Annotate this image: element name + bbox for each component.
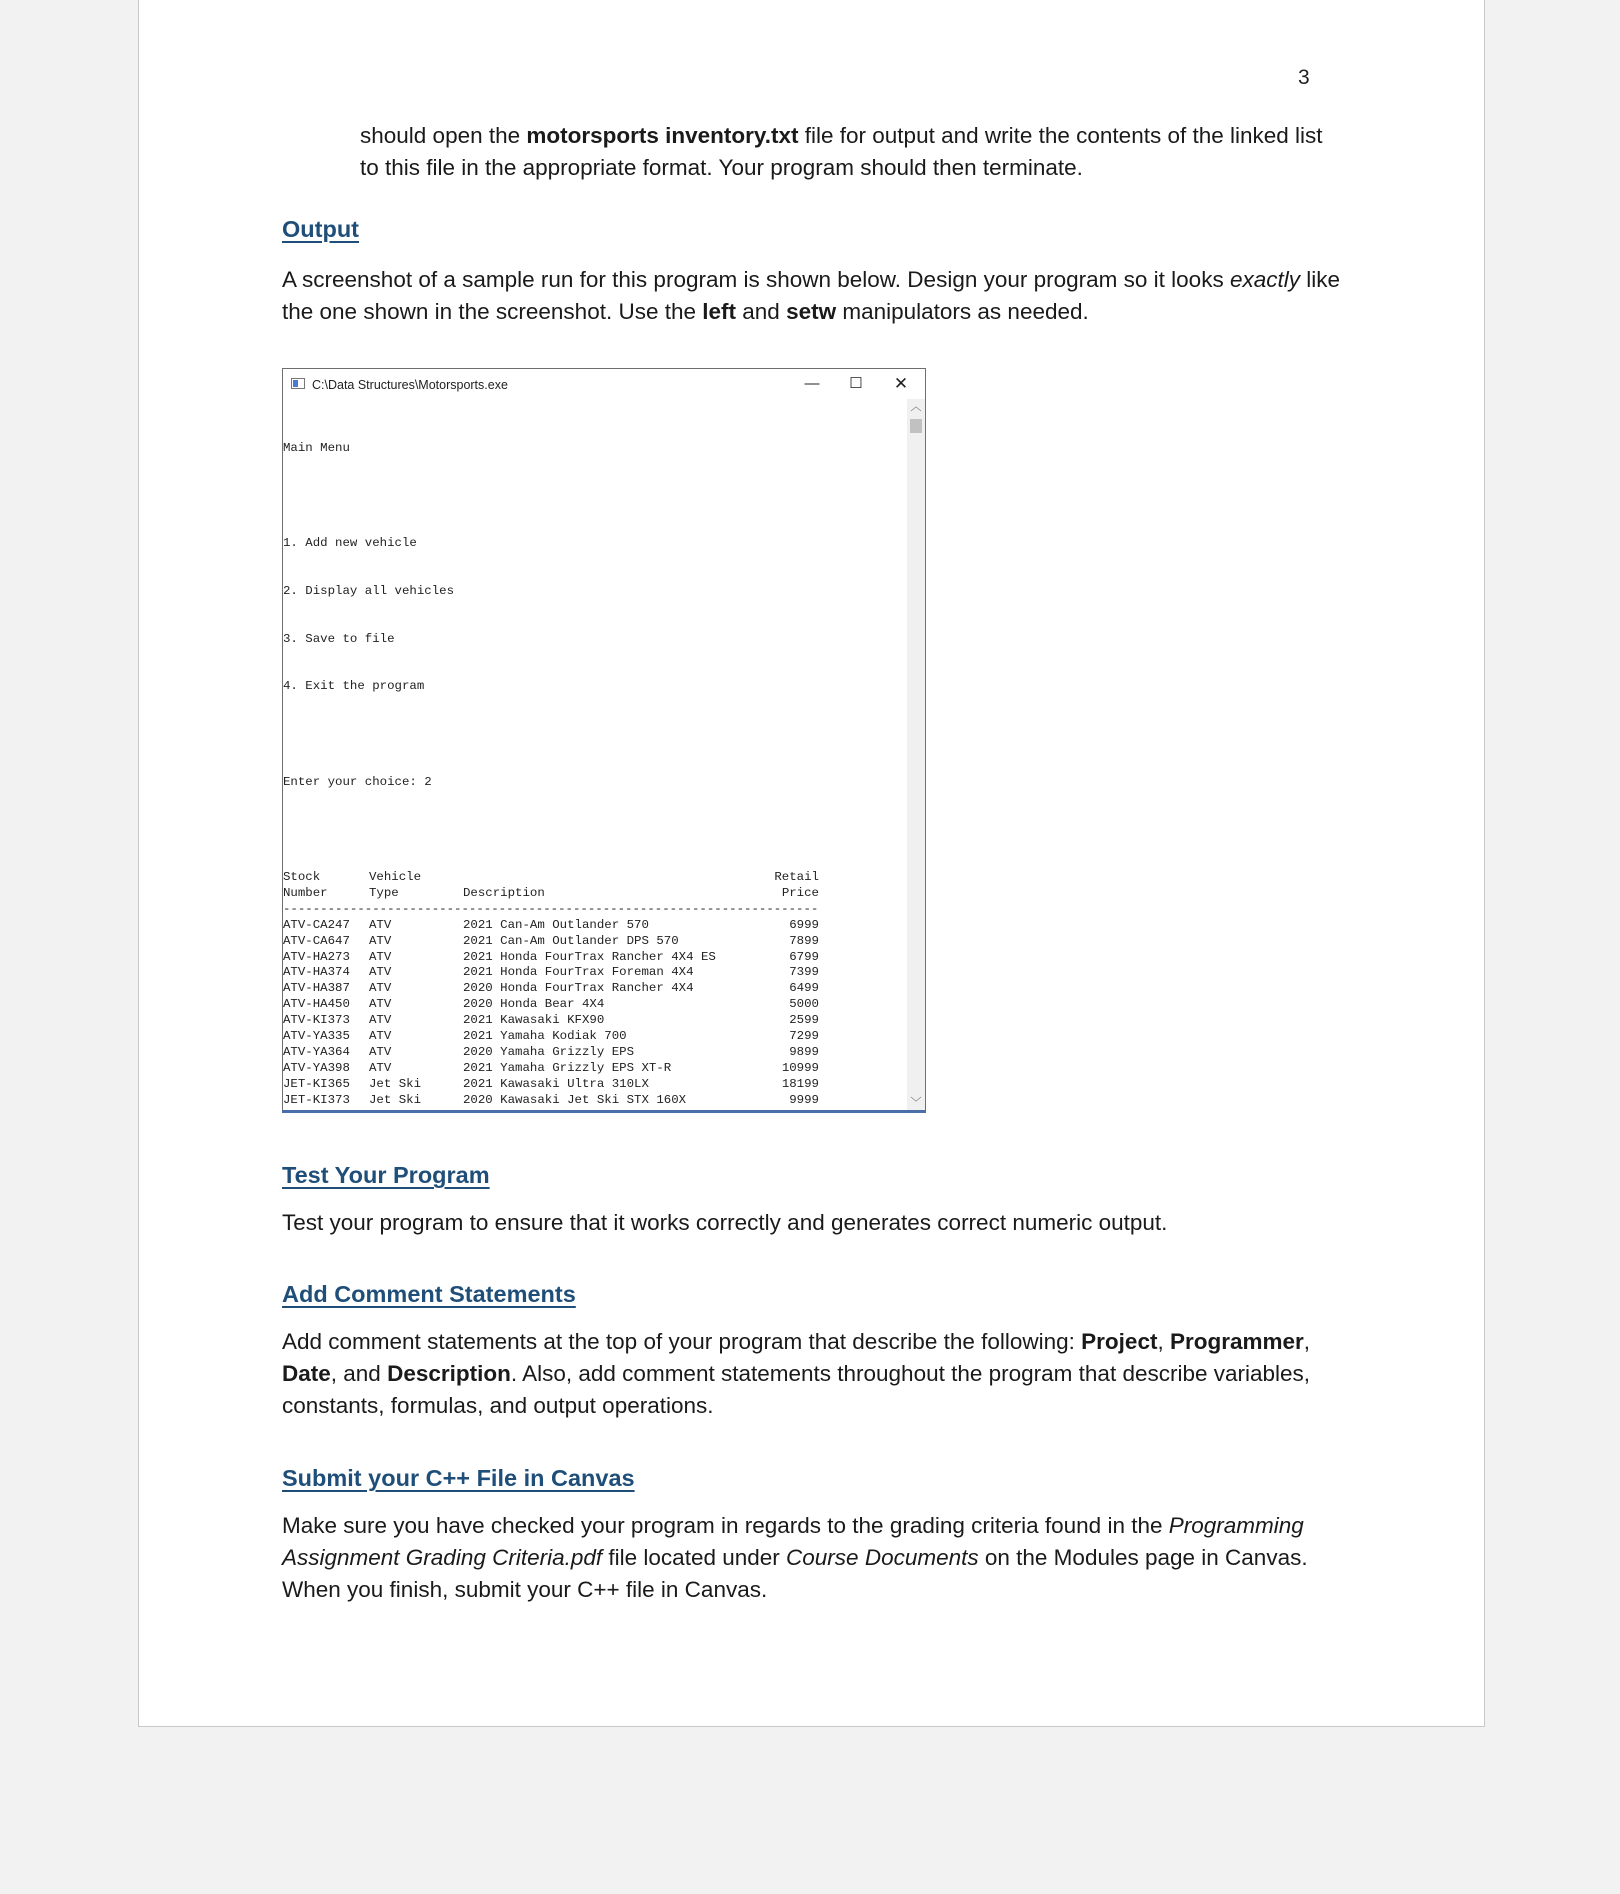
cell-stock: ATV-YA364: [283, 1044, 350, 1059]
cell-desc: 2021 Kawasaki KFX90: [463, 1013, 605, 1028]
bold-description: Description: [387, 1361, 511, 1386]
cell-stock: ATV-YA335: [283, 1029, 350, 1044]
cell-price: 5000: [789, 997, 819, 1012]
cell-stock: Stock: [283, 870, 321, 885]
test-paragraph: Test your program to ensure that it works correctly and generates correct numeric output.: [282, 1210, 1168, 1235]
cell-stock: Number: [283, 886, 328, 901]
table-row: [283, 1013, 907, 1029]
minimize-icon[interactable]: —: [804, 375, 820, 392]
cell-stock: JET-KI373: [283, 1092, 350, 1107]
menu-item: 4. Exit the program: [283, 679, 425, 694]
cell-desc: 2021 Can-Am Outlander DPS 570: [463, 933, 679, 948]
cell-stock: ATV-HA387: [283, 981, 350, 996]
page-number: 3: [1298, 66, 1310, 89]
cell-price: 7399: [789, 965, 819, 980]
submit-heading: Submit your C++ File in Canvas: [282, 1465, 635, 1491]
output-bold-left: left: [702, 299, 737, 324]
bold-programmer: Programmer: [1169, 1329, 1304, 1354]
menu-title: Main Menu: [283, 440, 350, 455]
table-row: [283, 965, 907, 981]
cell-price: 6499: [789, 981, 819, 996]
cell-stock: ATV-HA374: [283, 965, 350, 980]
intro-paragraph: [360, 120, 1340, 184]
cell-desc: Description: [463, 886, 545, 901]
cell-price: 6999: [789, 917, 819, 932]
cell-price: 7299: [789, 1029, 819, 1044]
scroll-thumb[interactable]: [910, 419, 922, 433]
intro-text-2: file for output and write the contents of the linked list to this file in the appropriate format. Your program should then terminate.: [360, 123, 1323, 180]
table-row: [283, 997, 907, 1013]
cell-stock: ATV-YA398: [283, 1060, 350, 1075]
cell-type: Vehicle: [369, 870, 422, 885]
table-row: [283, 1061, 907, 1077]
output-bold-setw: setw: [786, 299, 837, 324]
cell-price: 7899: [789, 933, 819, 948]
output-heading: Output: [282, 216, 359, 242]
table-row: [283, 1045, 907, 1061]
cell-price: 18199: [781, 1076, 819, 1091]
scroll-up-icon[interactable]: ︿: [910, 401, 922, 413]
output-italic-exactly: exactly: [1229, 267, 1300, 292]
filename-bold: motorsports inventory.txt: [526, 123, 799, 148]
window-bottom-border: [282, 1110, 926, 1113]
output-paragraph: [282, 264, 1342, 328]
vehicle-table: [283, 870, 907, 1109]
cell-desc: 2021 Honda FourTrax Foreman 4X4: [463, 965, 694, 980]
cell-desc: 2020 Honda FourTrax Rancher 4X4: [463, 981, 694, 996]
bold-date: Date: [282, 1361, 331, 1386]
output-text-3: and: [736, 299, 787, 324]
divider-line: ------------------------------------------------------------------------: [283, 901, 819, 916]
cell-desc: 2020 Kawasaki Jet Ski STX 160X: [463, 1092, 687, 1107]
cell-stock: [283, 1109, 350, 1110]
cell-stock: ATV-HA273: [283, 949, 350, 964]
cell-desc: 2020 Yamaha Grizzly EPS: [463, 1044, 635, 1059]
cell-type: Jet Ski: [369, 1076, 422, 1091]
cell-stock: ATV-CA647: [283, 933, 350, 948]
cell-price: Retail: [774, 870, 819, 885]
cell-stock: ATV-CA247: [283, 917, 350, 932]
submit-text-1: Make sure you have checked your program in regards to the grading criteria found in the: [282, 1513, 1169, 1538]
cell-price: 9899: [789, 1044, 819, 1059]
console-app-icon: [291, 378, 305, 389]
cell-type: ATV: [369, 981, 392, 996]
table-row: [283, 1029, 907, 1045]
console-output: [283, 409, 907, 1109]
cell-price: 6799: [789, 949, 819, 964]
console-scrollbar[interactable]: [907, 399, 925, 1111]
cell-desc: 2021 Yamaha Kodiak 700: [463, 1029, 627, 1044]
submit-italic-criteria: Programming Assignment Grading Criteria.pdf: [282, 1513, 1304, 1570]
console-title: C:\Data Structures\Motorsports.exe: [312, 378, 508, 392]
comments-heading: Add Comment Statements: [282, 1281, 576, 1307]
table-header-row: [283, 870, 907, 886]
cell-type: ATV: [369, 917, 392, 932]
bold-project: Project: [1081, 1329, 1158, 1354]
table-row: [283, 950, 907, 966]
maximize-icon[interactable]: ☐: [849, 375, 863, 392]
output-text-4: manipulators as needed.: [836, 299, 1089, 324]
comments-text-4: , and: [330, 1361, 388, 1386]
cell-type: Type: [369, 886, 399, 901]
menu-item: 3. Save to file: [283, 631, 395, 646]
comments-text-5: . Also, add comment statements throughout the program that describe variables, constants, formulas, and output operations.: [282, 1361, 1311, 1418]
cell-type: ATV: [369, 949, 392, 964]
table-header-row: [283, 886, 907, 902]
comments-paragraph: [282, 1326, 1342, 1422]
menu-item: 1. Add new vehicle: [283, 536, 417, 551]
scroll-down-icon[interactable]: ﹀: [910, 1097, 922, 1109]
table-row: [283, 1109, 907, 1110]
comments-text-1: Add comment statements at the top of your program that describe the following:: [282, 1329, 1082, 1354]
cell-price: [723, 1109, 819, 1110]
close-icon[interactable]: ✕: [893, 374, 909, 393]
cell-type: ATV: [369, 965, 392, 980]
submit-paragraph: [282, 1510, 1342, 1606]
cell-desc: 2021 Kawasaki Ultra 310LX: [463, 1076, 649, 1091]
cell-desc: 2020 Honda Bear 4X4: [463, 997, 605, 1012]
submit-text-3: on the Modules page in Canvas. When you finish, submit your C++ file in Canvas.: [282, 1545, 1308, 1602]
cell-desc: 2021 Honda FourTrax Rancher 4X4 ES: [463, 949, 716, 964]
cell-desc: 2021 Can-Am Outlander 570: [463, 917, 649, 932]
menu-item: 2. Display all vehicles: [283, 583, 455, 598]
submit-text-2: file located under: [602, 1545, 787, 1570]
cell-desc: 2021 Yamaha Grizzly EPS XT-R: [463, 1060, 672, 1075]
cell-desc: [463, 1109, 701, 1110]
cell-price: 9999: [789, 1092, 819, 1107]
cell-type: [369, 1109, 421, 1110]
table-row: [283, 1077, 907, 1093]
comments-text-2: ,: [1157, 1329, 1170, 1354]
test-heading: Test Your Program: [282, 1162, 490, 1188]
cell-type: ATV: [369, 933, 392, 948]
cell-price: 10999: [781, 1060, 819, 1075]
choice-prompt: Enter your choice: 2: [283, 774, 432, 789]
output-text-1: A screenshot of a sample run for this program is shown below. Design your program so it looks: [282, 267, 1230, 292]
console-titlebar: [283, 369, 925, 399]
cell-type: ATV: [369, 997, 392, 1012]
cell-stock: ATV-KI373: [283, 1013, 350, 1028]
cell-type: Jet Ski: [369, 1092, 422, 1107]
cell-type: ATV: [369, 1029, 392, 1044]
cell-price: Price: [781, 886, 819, 901]
submit-italic-course-docs: Course Documents: [786, 1545, 979, 1570]
comments-text-3: ,: [1303, 1329, 1311, 1354]
cell-type: ATV: [369, 1060, 392, 1075]
cell-stock: ATV-HA450: [283, 997, 350, 1012]
table-row: [283, 1093, 907, 1109]
cell-type: ATV: [369, 1044, 392, 1059]
cell-type: ATV: [369, 1013, 392, 1028]
console-window: [282, 368, 926, 1112]
intro-text-1: should open the: [360, 123, 527, 148]
cell-stock: JET-KI365: [283, 1076, 350, 1091]
table-row: [283, 934, 907, 950]
cell-price: 2599: [789, 1013, 819, 1028]
table-row: [283, 981, 907, 997]
output-text-2: like the one shown in the screenshot. Use the: [282, 267, 1340, 324]
table-row: [283, 918, 907, 934]
